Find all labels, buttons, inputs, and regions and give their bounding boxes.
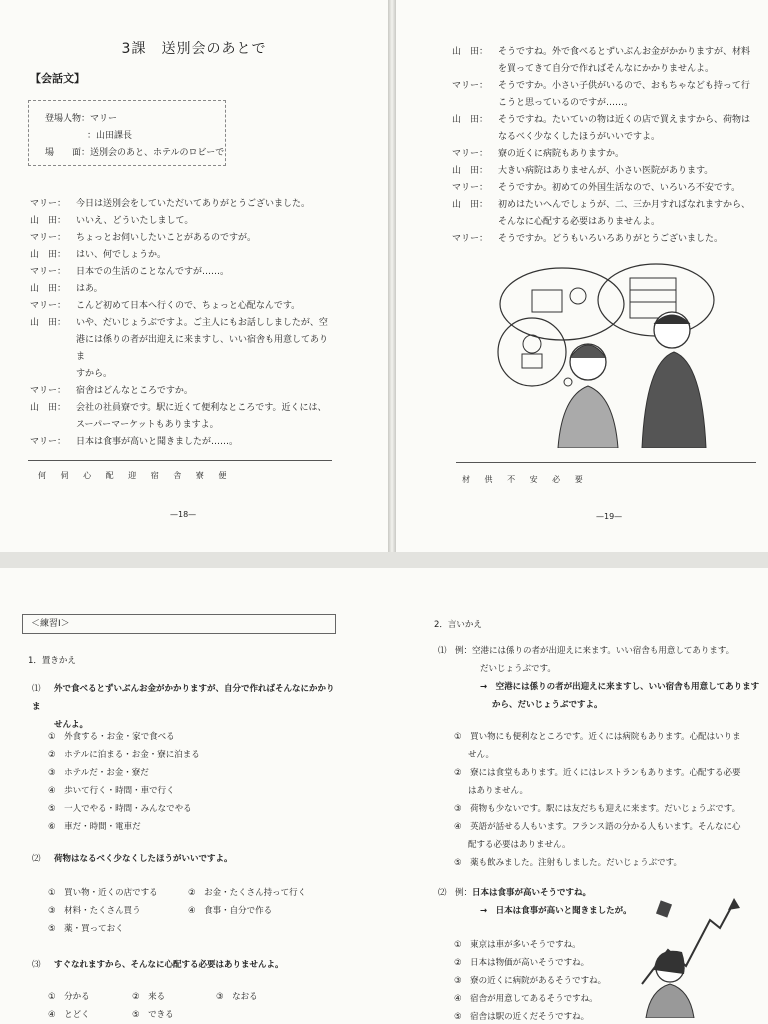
utterance: 日本での生活のことなんですが……。 <box>76 267 230 277</box>
marie-body-icon <box>558 386 618 448</box>
utterance: 今日は送別会をしていただいてありがとうございました。 <box>76 199 311 209</box>
speaker-name: 山 田： <box>452 200 489 210</box>
speaker-name: 山 田： <box>452 115 489 125</box>
speaker-name <box>452 129 498 146</box>
divider <box>456 462 756 463</box>
exercise-1-line1: 外で食べるとずいぶんお金がかかりますが、自分で作ればそんなにかかりま <box>32 684 335 712</box>
dialogue-page-18 <box>30 196 336 451</box>
exercise-item: ⑤ 薬も飲みました。注射もしました。だいじょうぶです。 <box>454 858 682 868</box>
dialogue-turn <box>30 400 336 417</box>
rephrase-1-example <box>438 642 764 714</box>
exercise-3-items <box>48 988 348 1024</box>
exercise-item: ① 買い物・近くの店でする <box>48 888 158 898</box>
utterance: 日本は食事が高いと聞きましたが……。 <box>76 437 239 447</box>
exercise-item: ③ 材料・たくさん買う <box>48 906 141 916</box>
kanji-vocab-list: 何 伺 心 配 迎 宿 舎 寮 便 <box>38 471 233 480</box>
page-number: —18— <box>170 510 197 519</box>
utterance: いいえ、どういたしまして。 <box>76 216 194 226</box>
example-label: ⑵ 例： <box>438 888 473 898</box>
example-line: だいじょうぶです。 <box>480 664 556 674</box>
dialogue-turn <box>452 95 764 112</box>
utterance: そうですね。たいていの物は近くの店で買えますから、荷物は <box>498 115 751 125</box>
exercise-item: ① 分かる <box>48 992 90 1002</box>
dialogue-turn <box>30 264 336 281</box>
example-line: 空港には係りの者が出迎えに来ます。いい宿舎も用意してあります。 <box>472 646 735 656</box>
dialogue-turn <box>452 231 764 248</box>
speaker-name: マリー： <box>30 301 67 311</box>
speaker-name: 山 田： <box>30 216 67 226</box>
exercise-item: ⑤ 薬・買っておく <box>48 924 124 934</box>
exercise-2-prompt <box>32 850 342 868</box>
dialogue-turn <box>30 196 336 213</box>
exercise-item: ④ とどく <box>48 1010 90 1020</box>
dialogue-turn <box>30 417 336 434</box>
dialogue-turn <box>30 281 336 298</box>
speaker-name: マリー： <box>30 437 67 447</box>
section-replace: 1．置きかえ <box>28 656 76 666</box>
exercise-item: ② ホテルに泊まる・お金・寮に泊まる <box>48 750 200 760</box>
exercise-item: ④ 英語が話せる人もいます。フランス語の分かる人もいます。そんなに心 <box>454 822 741 832</box>
dialogue-turn <box>30 434 336 451</box>
money-bag-icon <box>656 900 672 917</box>
dialogue-turn <box>452 129 764 146</box>
lesson-title: 3課 送別会のあとで <box>121 41 267 57</box>
utterance: スーパーマーケットもありますよ。 <box>76 420 219 430</box>
exercise-item: ③ なおる <box>216 992 258 1002</box>
utterance: 寮の近くに病院もありますか。 <box>498 149 625 159</box>
woman-body-icon <box>646 984 694 1018</box>
utterance: そんなに心配する必要はありませんよ。 <box>498 217 661 227</box>
exercise-item: ③ ホテルだ・お金・寮だ <box>48 768 149 778</box>
exercise-item: ④ 宿舎が用意してあるそうですね。 <box>454 994 598 1004</box>
exercise-item: ⑤ 一人でやる・時間・みんなでやる <box>48 804 192 814</box>
dialogue-turn <box>30 230 336 247</box>
speaker-name: 山 田： <box>452 166 489 176</box>
exercise-item: ⑥ 車だ・時間・電車だ <box>48 822 141 832</box>
book-spine <box>388 0 396 552</box>
dialogue-turn <box>30 383 336 400</box>
exercise-item: ⑤ できる <box>132 1010 174 1020</box>
dialogue-turn <box>452 214 764 231</box>
speaker-name: 山 田： <box>30 250 67 260</box>
kid-playing-icon <box>523 335 541 353</box>
utterance: を買ってきて自分で作ればそんなにかかりませんよ。 <box>498 64 715 74</box>
dialogue-turn <box>452 112 764 129</box>
speaker-name <box>30 332 76 366</box>
textbook-page-18 <box>0 0 388 552</box>
dialogue-section-tag: 【会話文】 <box>30 72 85 85</box>
dialogue-turn <box>452 163 764 180</box>
speaker-name: マリー： <box>30 386 67 396</box>
utterance: 大きい病院はありませんが、小さい医院があります。 <box>498 166 714 176</box>
utterance: なるべく少なくしたほうがいいですよ。 <box>498 132 661 142</box>
exercise-1-items <box>48 728 308 836</box>
speaker-name: マリー： <box>452 234 489 244</box>
rephrase-1-items <box>454 728 764 872</box>
answer-line: から、だいじょうぶですよ。 <box>492 700 603 710</box>
utterance: はい、何でしょうか。 <box>76 250 167 260</box>
exercise-number: ⑶ <box>32 960 41 970</box>
conversation-illustration <box>492 262 732 448</box>
answer-line: → 日本は食事が高いと聞きましたが。 <box>480 906 632 916</box>
dialogue-turn <box>30 366 336 383</box>
utterance: そうですか。初めての外国生活なので、いろいろ不安です。 <box>498 183 741 193</box>
dialogue-turn <box>452 61 764 78</box>
exercise-item: ④ 歩いて行く・時間・車で行く <box>48 786 175 796</box>
exercise-item: ① 外食する・お金・家で食べる <box>48 732 175 742</box>
exercise-item: ② 寮には食堂もあります。近くにはレストランもあります。心配する必要 <box>454 768 741 778</box>
speaker-name: マリー： <box>30 233 67 243</box>
dialogue-turn <box>452 44 764 61</box>
utterance: そうですか。どうもいろいろありがとうございました。 <box>498 234 724 244</box>
speaker-name: マリー： <box>30 199 67 209</box>
page-number: —19— <box>596 512 623 521</box>
practice-title: ＜練習Ⅰ＞ <box>22 614 336 634</box>
utterance: すから。 <box>76 369 113 379</box>
dialogue-turn <box>452 78 764 95</box>
speaker-name <box>452 61 498 78</box>
speaker-name <box>452 214 498 231</box>
cast-box <box>28 100 226 166</box>
shop-icon <box>532 290 562 312</box>
dialogue-turn <box>30 213 336 230</box>
exercise-item: はありません。 <box>468 786 529 796</box>
textbook-page-19 <box>396 0 768 552</box>
exercise-item: ⑤ 宿舎は駅の近くだそうですね。 <box>454 1012 590 1022</box>
rising-price-arrow-icon <box>642 902 734 984</box>
marie-hair-icon <box>570 345 606 358</box>
yamada-suit-icon <box>642 352 706 448</box>
woman-hair-icon <box>654 951 685 974</box>
dialogue-turn <box>452 197 764 214</box>
exercise-3-text: すぐなれますから、そんなに心配する必要はありませんよ。 <box>54 960 284 970</box>
example-label: ⑴ 例： <box>438 646 473 656</box>
utterance: そうですか。小さい子供がいるので、おもちゃなども持って行 <box>498 81 750 91</box>
cast-scene: 場 面：送別会のあと、ホテルのロビーで <box>45 148 225 158</box>
utterance: ちょっとお伺いしたいことがあるのですが。 <box>76 233 257 243</box>
exercise-item: せん。 <box>468 750 495 760</box>
exercise-item: ③ 寮の近くに病院があるそうですね。 <box>454 976 607 986</box>
utterance: こうと思っているのですが……。 <box>498 98 634 108</box>
speaker-name: マリー： <box>30 267 67 277</box>
practice-page-right <box>384 568 768 1024</box>
answer-line: → 空港には係りの者が出迎えに来ますし、いい宿舎も用意してあります <box>480 682 760 692</box>
example-line: 日本は食事が高いそうですね。 <box>472 888 592 898</box>
dialogue-page-19 <box>452 44 764 248</box>
child-icon <box>570 288 586 304</box>
woman-thinking-illustration <box>624 894 754 1018</box>
dialogue-turn <box>30 298 336 315</box>
speaker-name: マリー： <box>452 183 489 193</box>
page-gap <box>0 552 768 568</box>
speaker-name: 山 田： <box>30 318 67 328</box>
exercise-1-prompt <box>32 680 342 734</box>
utterance: そうですね。外で食べるとずいぶんお金がかかりますが、材料 <box>498 47 751 57</box>
exercise-2-text: 荷物はなるべく少なくしたほうがいいですよ。 <box>54 854 233 864</box>
kanji-vocab-list: 材 供 不 安 必 要 <box>462 475 589 484</box>
speaker-name <box>452 95 498 112</box>
exercise-2-items <box>48 884 348 938</box>
utterance: はあ。 <box>76 284 103 294</box>
exercise-3-prompt <box>32 956 362 974</box>
exercise-item: ③ 荷物も少ないです。駅には友だちも迎えに来ます。だいじょうぶです。 <box>454 804 741 814</box>
dialogue-turn <box>452 146 764 163</box>
exercise-number: ⑵ <box>32 854 41 864</box>
thought-bubble-toys-icon <box>498 318 566 386</box>
speaker-name: 山 田： <box>452 47 489 57</box>
utterance: 初めはたいへんでしょうが、二、三か月すればなれますから、 <box>498 200 751 210</box>
exercise-number: ⑴ <box>32 684 41 694</box>
utterance: 港には係りの者が出迎えに来ますし、いい宿舎も用意してありま <box>76 335 329 362</box>
practice-page-left <box>0 568 384 1024</box>
divider <box>28 460 332 461</box>
exercise-item: ④ 食事・自分で作る <box>188 906 273 916</box>
speaker-name: 山 田： <box>30 284 67 294</box>
exercise-item: ② 来る <box>132 992 166 1002</box>
exercise-item: ② 日本は物価が高いそうですね。 <box>454 958 590 968</box>
exercise-item: ① 東京は車が多いそうですね。 <box>454 940 581 950</box>
speaker-name <box>30 417 76 434</box>
section-rephrase: 2．言いかえ <box>434 620 482 630</box>
speaker-name: マリー： <box>452 81 489 91</box>
dialogue-turn <box>30 247 336 264</box>
exercise-item: ② お金・たくさん持って行く <box>188 888 307 898</box>
exercise-1-line2: せんよ。 <box>54 720 89 730</box>
dialogue-turn <box>30 332 336 366</box>
utterance: いや、だいじょうぶですよ。ご主人にもお話ししましたが、空 <box>76 318 328 328</box>
utterance: 宿舎はどんなところですか。 <box>76 386 193 396</box>
exercise-item: 配する必要はありません。 <box>468 840 571 850</box>
dialogue-turn <box>452 180 764 197</box>
utterance: 会社の社員寮です。駅に近くて便利なところです。近くには、 <box>76 403 327 413</box>
utterance: こんど初めて日本へ行くので、ちょっと心配なんです。 <box>76 301 301 311</box>
speaker-name <box>30 366 76 383</box>
cast-characters: 登場人物：マリー <box>45 114 118 124</box>
speaker-name: 山 田： <box>30 403 67 413</box>
speaker-name: マリー： <box>452 149 489 159</box>
exercise-item: ① 買い物にも便利なところです。近くには病院もあります。心配はいりま <box>454 732 741 742</box>
dialogue-turn <box>30 315 336 332</box>
cast-second-character: ：山田課長 <box>87 131 133 141</box>
